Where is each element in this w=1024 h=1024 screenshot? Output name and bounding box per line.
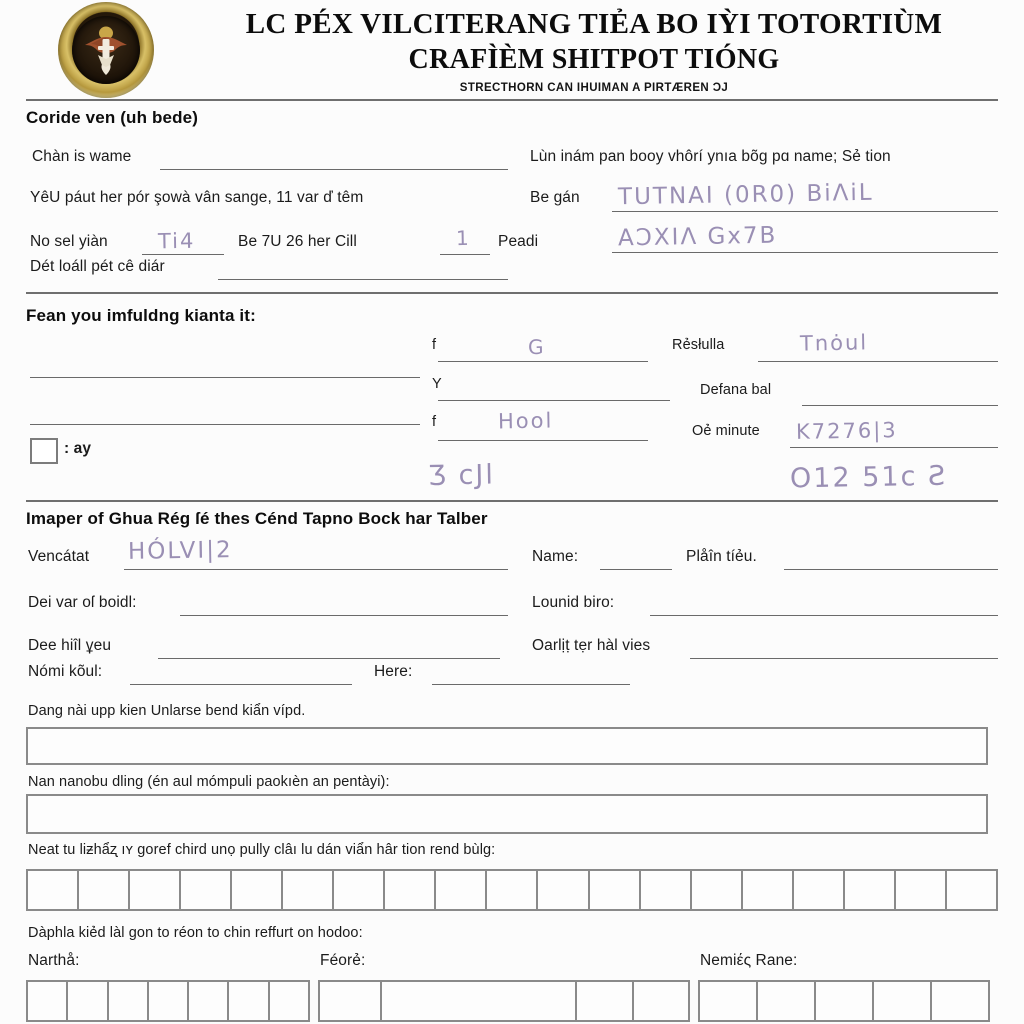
input-name[interactable] xyxy=(600,569,672,570)
comb-cell[interactable] xyxy=(320,982,382,1020)
document-subtitle: STRECTHORN CAN IHUIMAN A PIRTÆREN ƆJ xyxy=(459,82,729,94)
comb-cell[interactable] xyxy=(334,871,385,909)
input-defana-bal[interactable] xyxy=(802,405,998,406)
checkbox-ay[interactable] xyxy=(30,438,58,464)
comb-cell[interactable] xyxy=(130,871,181,909)
label-box-one: Dang nài upp kien Unlarse bend kiẩn vípd. xyxy=(28,703,306,719)
input-col2-row1[interactable] xyxy=(438,361,648,362)
input-middle-left-line-2[interactable] xyxy=(30,424,420,425)
label-comb-one: Neat tu liƶhẩʐ ıʏ goref chird unọ pully clâı lu dán viẩn hâr tion rend bùlg: xyxy=(28,842,496,858)
label-dei-var-of-boidl: Dei var oſ boidl: xyxy=(28,594,137,611)
comb-cell[interactable] xyxy=(896,871,947,909)
input-be-gan-line-2[interactable] xyxy=(612,252,998,253)
handwriting-resłulla: Tnȯul xyxy=(799,330,869,356)
input-lounid-biro[interactable] xyxy=(650,615,998,616)
textbox-two[interactable] xyxy=(26,794,988,834)
label-box-two: Nan nanobu dling (én aul mómpuli paokıèn an pentàyi): xyxy=(28,774,390,790)
comb-cell[interactable] xyxy=(229,982,269,1020)
comb-cell[interactable] xyxy=(436,871,487,909)
label-peadi: Peadi xyxy=(498,233,539,250)
handwriting-be-gan-line-1: TUTNAI (0R0) BiΛiL xyxy=(617,179,874,211)
label-name: Name: xyxy=(532,548,579,565)
footer-intro-text: Dàphla kiẻd làl gon to réon to chin reffurt on hodoo: xyxy=(28,925,363,941)
label-defana-bal: Defana bal xyxy=(700,382,772,398)
comb-field-nemies-rane[interactable] xyxy=(698,980,990,1022)
handwriting-freeform-left: Ʒ cJl xyxy=(427,459,496,492)
label-be-gan: Be gán xyxy=(530,189,580,206)
input-resłulla[interactable] xyxy=(758,361,998,362)
middle-section-heading: Fean you imfuldng kianta it: xyxy=(26,306,256,325)
checkbox-ay-label: : ay xyxy=(64,440,92,457)
handwriting-be-gan-line-2: AƆXIΛ Gx7B xyxy=(617,222,778,252)
comb-cell[interactable] xyxy=(947,871,996,909)
input-vencatat[interactable] xyxy=(124,569,508,570)
textbox-two-value xyxy=(28,796,986,812)
label-group-narthaa: Narthå: xyxy=(28,952,80,969)
label-resłulla: Rẻsłulla xyxy=(672,337,725,353)
comb-cell[interactable] xyxy=(634,982,688,1020)
comb-cell[interactable] xyxy=(382,982,577,1020)
applicant-section-heading: Imaper of Ghua Rég ſé thes Cénd Tapno Bock har Talber xyxy=(26,509,488,528)
comb-cell[interactable] xyxy=(149,982,189,1020)
comb-field-main[interactable] xyxy=(26,869,998,911)
label-lounid-biro: Lounid biro: xyxy=(532,594,615,611)
input-dei-var-of-boidl[interactable] xyxy=(180,615,508,616)
handwriting-vencatat: HÓLVI|2 xyxy=(127,537,233,565)
label-chan-is-wame: Chàn is wame xyxy=(32,148,132,165)
input-det-loall-pet-ce-diar[interactable] xyxy=(218,279,508,280)
label-nomi-koul: Nómi kõul: xyxy=(28,663,103,680)
textbox-one-value xyxy=(28,729,986,745)
label-col2-row1: f xyxy=(432,337,437,353)
input-no-sel-yian[interactable] xyxy=(142,254,224,255)
handwriting-freeform-right: O12 51ᴄ Ƨ xyxy=(789,460,948,495)
comb-field-narthaa[interactable] xyxy=(26,980,310,1022)
comb-cell[interactable] xyxy=(932,982,988,1020)
input-col2-row2[interactable] xyxy=(438,400,670,401)
handwriting-no-sel-yian: Ti4 xyxy=(157,228,196,254)
input-col2-row3[interactable] xyxy=(438,440,648,441)
identity-instruction-text: YêU páut her pór şowà vân sange, 11 var ď têm xyxy=(30,189,364,206)
comb-cell[interactable] xyxy=(794,871,845,909)
label-vencatat: Vencátat xyxy=(28,548,90,565)
comb-cell[interactable] xyxy=(538,871,589,909)
middle-section-divider xyxy=(26,500,998,502)
comb-cell[interactable] xyxy=(181,871,232,909)
comb-cell[interactable] xyxy=(874,982,932,1020)
input-be-gan-line-1[interactable] xyxy=(612,211,998,212)
label-no-sel-yian: No sel yiàn xyxy=(30,233,108,250)
comb-cell[interactable] xyxy=(692,871,743,909)
label-be-7u-26-her-cill: Be 7U 26 her Cill xyxy=(238,233,357,250)
label-oe-minute: Oẻ minute xyxy=(692,423,760,439)
comb-cell[interactable] xyxy=(845,871,896,909)
comb-cell[interactable] xyxy=(487,871,538,909)
input-middle-left-line-1[interactable] xyxy=(30,377,420,378)
comb-cell[interactable] xyxy=(270,982,308,1020)
comb-cell[interactable] xyxy=(28,982,68,1020)
identity-right-instruction: Lùn inám pan booy vhôrí ynıa bõg pɑ name; Sẻ tion xyxy=(530,148,891,165)
comb-cell[interactable] xyxy=(283,871,334,909)
header-divider xyxy=(26,99,998,101)
document-title-line-1: LC PÉX VILCITERANG TIẺA BO IỲI TOTORTIÙM xyxy=(245,8,943,40)
label-here: Here: xyxy=(374,663,413,680)
comb-cell[interactable] xyxy=(385,871,436,909)
handwriting-be-7u-26-her-cill: 1 xyxy=(455,225,471,251)
input-oarlit-ter-hal-vies[interactable] xyxy=(690,658,998,659)
label-plain-tieu: Plåîn tíẻu. xyxy=(686,548,757,565)
label-col2-row2: Y xyxy=(432,376,442,392)
comb-cell[interactable] xyxy=(641,871,692,909)
label-col2-row3: f xyxy=(432,414,437,430)
input-plain-tieu[interactable] xyxy=(784,569,998,570)
identity-section-heading: Coride ven (uh bede) xyxy=(26,108,199,127)
document-title-block xyxy=(176,6,1012,94)
handwriting-col2-row3: Hool xyxy=(497,408,554,434)
comb-cell[interactable] xyxy=(590,871,641,909)
comb-cell[interactable] xyxy=(743,871,794,909)
comb-cell[interactable] xyxy=(189,982,229,1020)
comb-cell[interactable] xyxy=(109,982,149,1020)
label-oarlit-ter-hal-vies: Oarlịṭ tẹr hàl vies xyxy=(532,637,651,654)
comb-cell[interactable] xyxy=(79,871,130,909)
comb-cell[interactable] xyxy=(758,982,816,1020)
comb-cell[interactable] xyxy=(577,982,633,1020)
handwriting-col2-row1: G xyxy=(527,334,546,360)
input-chan-is-wame[interactable] xyxy=(160,169,508,170)
handwriting-oe-minute: K7276|3 xyxy=(795,418,898,444)
comb-cell[interactable] xyxy=(68,982,108,1020)
label-det-loall-pet-ce-diar: Dét loáll pét cê diár xyxy=(30,258,165,275)
eagle-glyph-icon xyxy=(77,25,135,77)
comb-cell[interactable] xyxy=(816,982,874,1020)
comb-cell[interactable] xyxy=(28,871,79,909)
input-here[interactable] xyxy=(432,684,630,685)
input-oe-minute[interactable] xyxy=(790,447,998,448)
label-dee-hiil-yeu: Dee hiîl ұeu xyxy=(28,637,112,654)
identity-section-divider xyxy=(26,292,998,294)
comb-cell[interactable] xyxy=(700,982,758,1020)
comb-cell[interactable] xyxy=(232,871,283,909)
comb-field-feore[interactable] xyxy=(318,980,690,1022)
input-be-7u-26-her-cill[interactable] xyxy=(440,254,490,255)
document-title-line-2: CRAFÌÈM SHITPOT TIÓNG xyxy=(408,44,780,75)
textbox-one[interactable] xyxy=(26,727,988,765)
label-group-feore: Féorẻ: xyxy=(320,952,366,969)
government-eagle-seal-icon xyxy=(58,2,154,98)
document-header xyxy=(0,0,1024,100)
input-dee-hiil-yeu[interactable] xyxy=(158,658,500,659)
label-group-nemies-rane: Nemiές Rane: xyxy=(700,952,798,969)
input-nomi-koul[interactable] xyxy=(130,684,352,685)
